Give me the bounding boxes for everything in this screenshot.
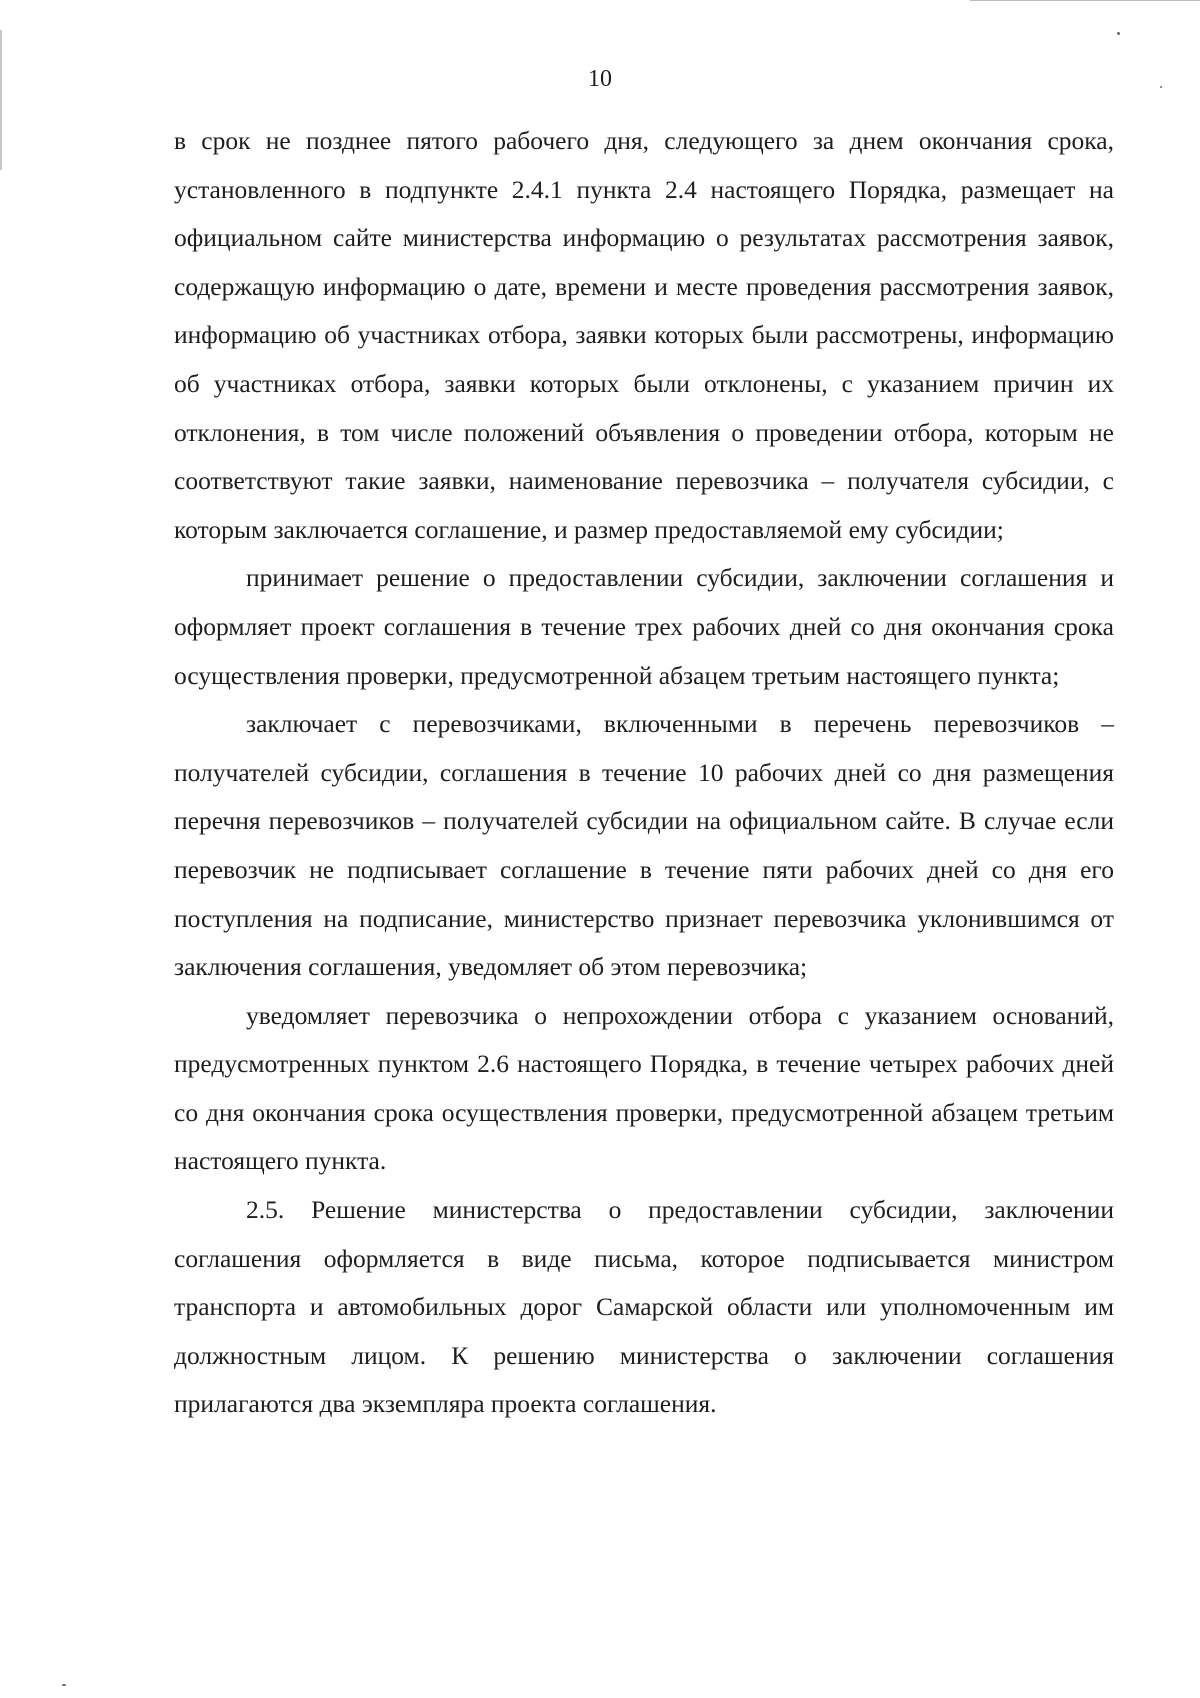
paragraph-continuation: в срок не позднее пятого рабочего дня, следующего за днем окончания срока, установленного в подпункте 2.4.1 пункта 2.4 настоящего Порядка, размещает на официальном сайте министерства информацию о результатах рассмотрения заявок, содержащую информацию о дате, времени и месте проведения рассмотрения заявок, информацию об участниках отбора, заявки которых были рассмотрены, информацию об участниках отбора, заявки которых были отклонены, с указанием причин их отклонения, в том числе положений объявления о проведении отбора, которым не соответствуют такие заявки, наименование перевозчика – получателя субсидии, с которым заключается соглашение, и размер предоставляемой ему субсидии; [174,126,1114,544]
paragraph: уведомляет перевозчика о непрохождении отбора с указанием оснований, предусмотренных пунктом 2.6 настоящего Порядка, в течение четырех рабочих дней со дня окончания срока осуществления проверки, предусмотренной абзацем третьим настоящего пункта. [174,1000,1114,1176]
paragraph: принимает решение о предоставлении субсидии, заключении соглашения и оформляет проект соглашения в течение трех рабочих дней со дня окончания срока осуществления проверки, предусмотренной абзацем третьим настоящего пункта; [174,563,1114,690]
scan-speck [62,1684,66,1686]
paragraph: заключает с перевозчиками, включенными в перечень перевозчиков – получателей субсидии, соглашения в течение 10 рабочих дней со дня размещения перечня перевозчиков – получателей субсидии на официальном сайте. В случае если перевозчик не подписывает соглашение в течение пяти рабочих дней со дня его поступления на подписание, министерство признает перевозчика уклонившимся от заключения соглашения, уведомляет об этом перевозчика; [174,709,1114,982]
scan-edge-mark [970,0,1200,1]
document-body [174,117,1114,1429]
scan-edge-mark [0,30,2,170]
paragraph-section-2-5: 2.5. Решение министерства о предоставлении субсидии, заключении соглашения оформляется в виде письма, которое подписывается министром транспорта и автомобильных дорог Самарской области или уполномоченным им должностным лицом. К решению министерства о заключении соглашения прилагаются два экземпляра проекта соглашения. [174,1195,1114,1419]
page-number: 10 [588,66,612,92]
scan-speck [1117,32,1120,35]
